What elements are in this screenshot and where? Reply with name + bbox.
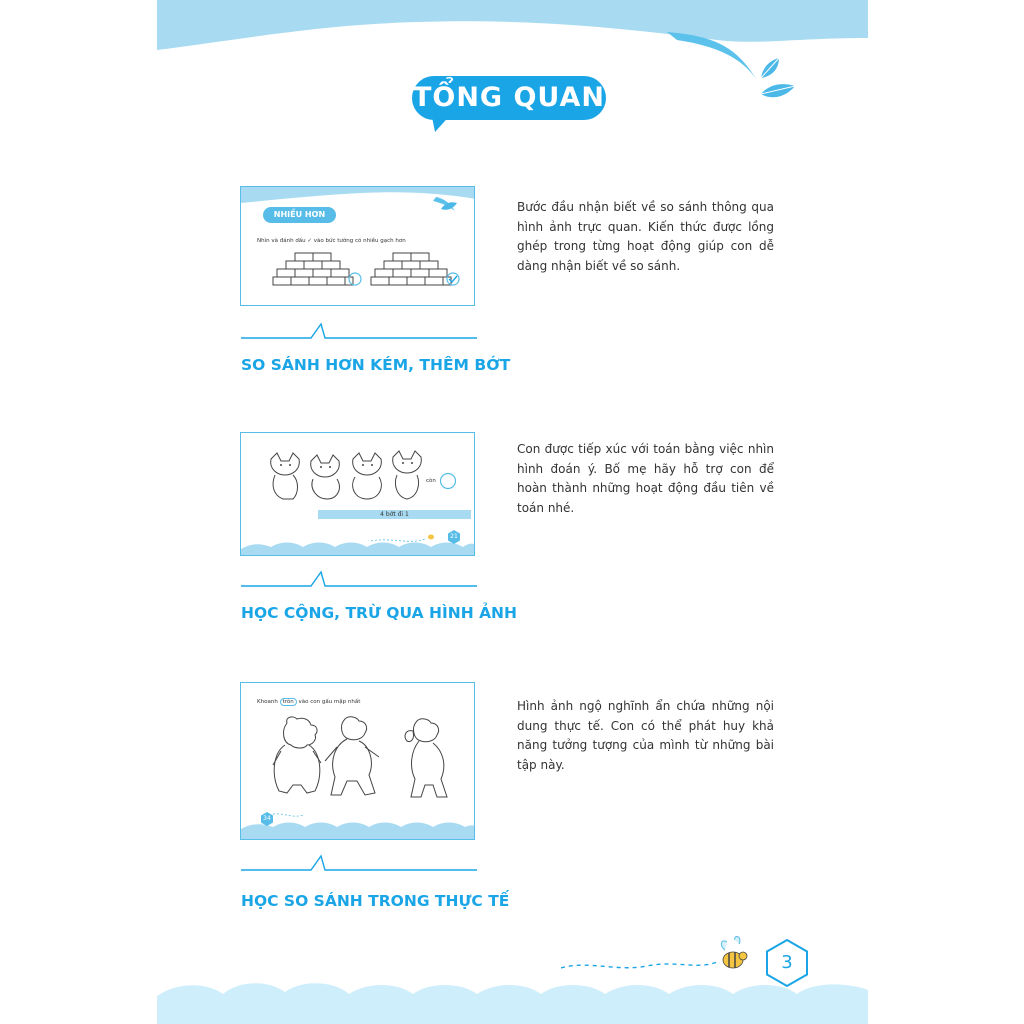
bears-illustration — [265, 715, 461, 801]
preview-card-real-life — [240, 682, 475, 840]
card-footer-wave — [241, 807, 475, 840]
card-footer-wave — [241, 525, 475, 556]
book-page — [157, 0, 868, 1024]
answer-circle — [439, 472, 457, 490]
brick-walls-illustration — [269, 251, 469, 299]
leaf-icon — [755, 56, 800, 106]
section-description-addition: Con được tiếp xúc với toán bằng việc nhìn hình đoán ý. Bố mẹ hãy hỗ trợ con để hoàn thành những hoạt động đầu tiên về toán nhé. — [517, 442, 774, 515]
section-divider — [241, 852, 481, 876]
card-page-number: 21 — [450, 533, 458, 540]
card-instruction: Khoanh tròn vào con gấu mập nhất — [257, 699, 361, 705]
foxes-illustration — [263, 449, 433, 505]
card-instruction: Nhìn và đánh dấu ✓ vào bức tường có nhiều gạch hơn — [257, 238, 406, 244]
page-number: 3 — [781, 952, 793, 973]
card-page-number: 34 — [263, 815, 271, 822]
section-title-real-life: HỌC SO SÁNH TRONG THỰC TẾ — [241, 892, 510, 910]
section-description-comparison: Bước đầu nhận biết về so sánh thông qua hình ảnh trực quan. Kiến thức được lồng ghép trong từng hoạt động giúp con dễ dàng nhận biết về so sánh. — [517, 200, 774, 273]
section-tag: NHIỀU HƠN — [263, 207, 336, 223]
equation-band: 4 bớt đi 1 — [318, 510, 471, 519]
section-description-real-life: Hình ảnh ngộ nghĩnh ẩn chứa những nội dung thực tế. Con có thể phát huy khả năng tưởng tượng của mình từ những bài tập này. — [517, 699, 774, 772]
remaining-label: còn — [426, 478, 436, 484]
preview-card-addition — [240, 432, 475, 556]
section-divider — [241, 320, 481, 344]
preview-card-comparison — [240, 186, 475, 306]
section-title-comparison: SO SÁNH HƠN KÉM, THÊM BỚT — [241, 356, 511, 374]
section-title-addition: HỌC CỘNG, TRỪ QUA HÌNH ẢNH — [241, 604, 518, 622]
footer-clouds — [157, 960, 868, 1024]
section-divider — [241, 568, 481, 592]
page-title: TỔNG QUAN — [412, 82, 606, 113]
